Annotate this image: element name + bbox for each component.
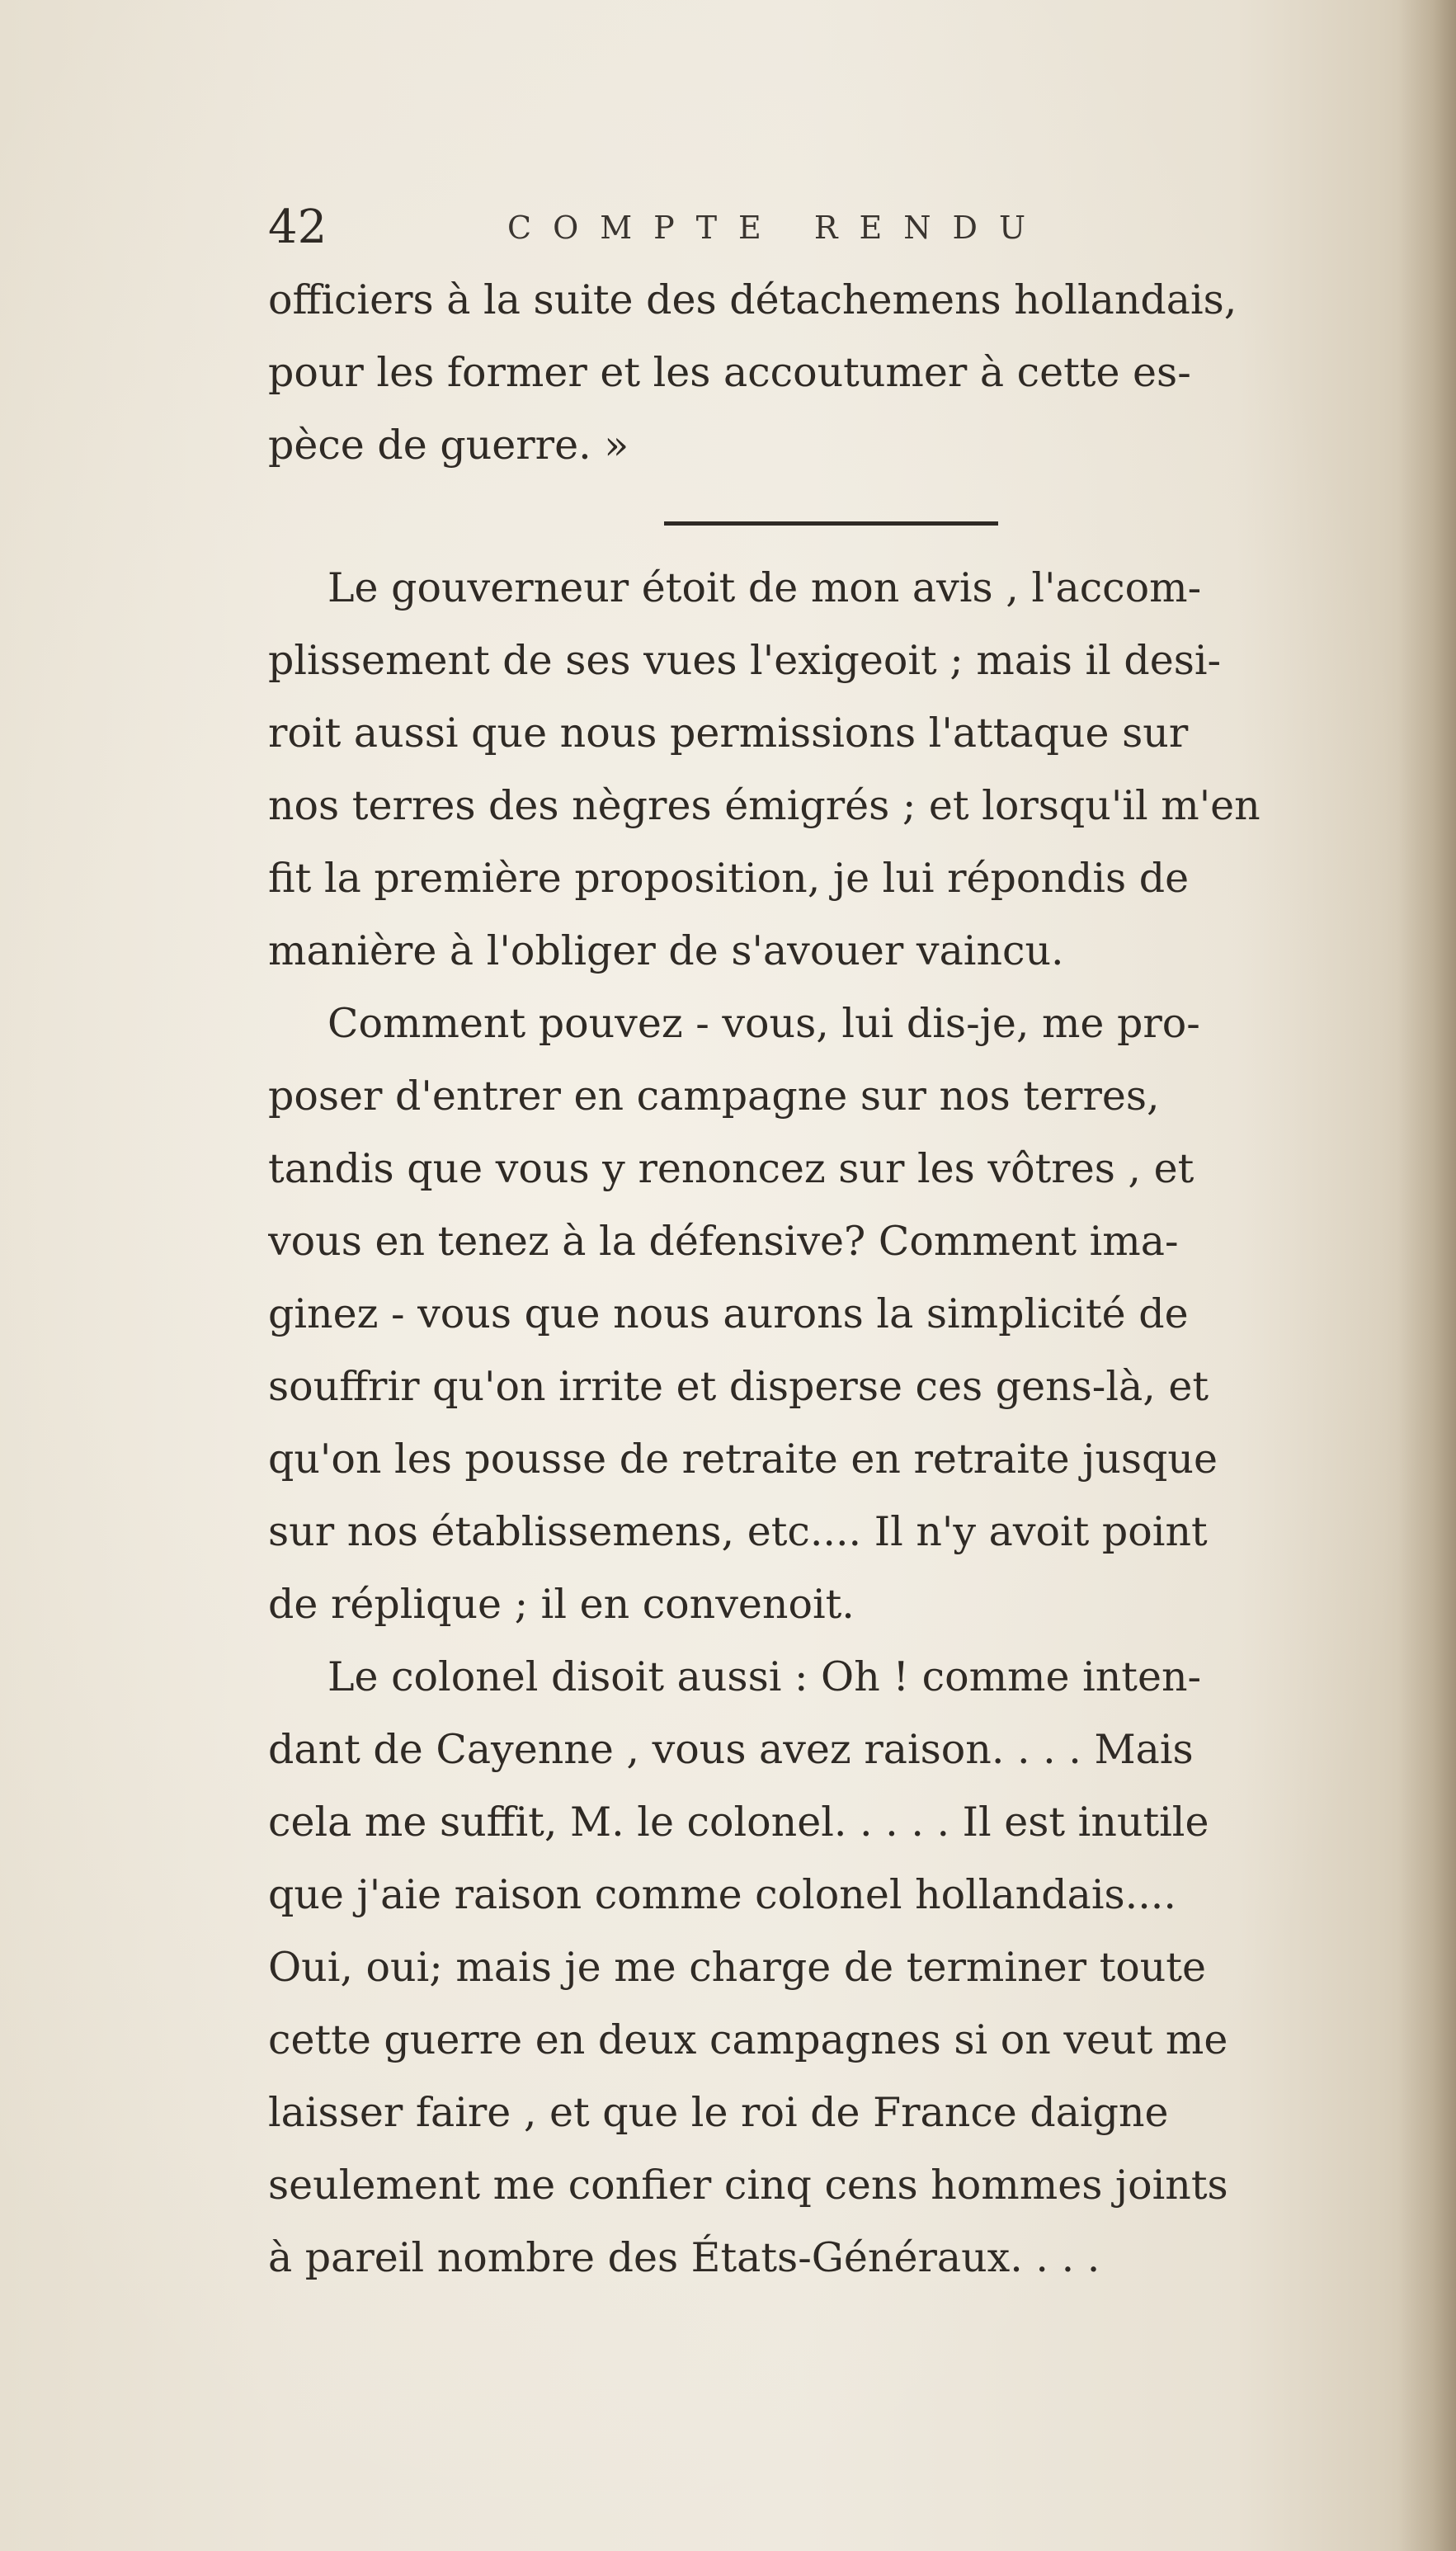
text-line: cela me suffit, M. le colonel. . . . . Il est inutile [268, 1799, 1209, 1846]
text-line: de réplique ; il en convenoit. [268, 1581, 855, 1628]
text-line: cette guerre en deux campagnes si on veut me [268, 2016, 1228, 2063]
text-line: sur nos établissemens, etc.... Il n'y avoit point [268, 1508, 1208, 1555]
text-line: nos terres des nègres émigrés ; et lorsqu'il m'en [268, 782, 1260, 829]
text-line: tandis que vous y renoncez sur les vôtres , et [268, 1145, 1194, 1192]
text-line: fit la première proposition, je lui répondis de [268, 855, 1190, 902]
text-line: à pareil nombre des États-Généraux. . . . [268, 2234, 1100, 2281]
text-line: vous en tenez à la défensive? Comment ima- [268, 1218, 1179, 1265]
binding-shadow [1398, 0, 1456, 2551]
text-line: laisser faire , et que le roi de France daigne [268, 2089, 1169, 2136]
text-line: Oui, oui; mais je me charge de terminer toute [268, 1944, 1207, 1991]
text-line: roit aussi que nous permissions l'attaque sur [268, 710, 1189, 757]
text-line: que j'aie raison comme colonel hollandais.... [268, 1871, 1176, 1918]
text-line: seulement me confier cinq cens hommes joints [268, 2162, 1228, 2209]
text-line: manière à l'obliger de s'avouer vaincu. [268, 927, 1064, 974]
page-number: 42 [268, 200, 327, 254]
section-divider [664, 521, 998, 526]
page-header [268, 195, 1176, 261]
text-line: ginez - vous que nous aurons la simplicité de [268, 1290, 1189, 1337]
running-head: COMPTE RENDU [507, 210, 1047, 246]
text-line: souffrir qu'on irrite et disperse ces gens-là, et [268, 1363, 1209, 1410]
text-line: pour les former et les accoutumer à cette es- [268, 349, 1191, 396]
text-line: Comment pouvez - vous, lui dis-je, me pro- [327, 1000, 1200, 1047]
body-text [268, 264, 1407, 2294]
text-line: Le gouverneur étoit de mon avis , l'accom- [327, 564, 1202, 611]
text-line: pèce de guerre. » [268, 422, 629, 469]
text-line: qu'on les pousse de retraite en retraite jusque [268, 1436, 1218, 1483]
text-line: Le colonel disoit aussi : Oh ! comme inten- [327, 1653, 1202, 1700]
text-line: officiers à la suite des détachemens hollandais, [268, 276, 1237, 323]
text-line: poser d'entrer en campagne sur nos terres, [268, 1073, 1160, 1120]
text-line: dant de Cayenne , vous avez raison. . . . Mais [268, 1726, 1194, 1773]
text-line: plissement de ses vues l'exigeoit ; mais il desi- [268, 637, 1222, 684]
